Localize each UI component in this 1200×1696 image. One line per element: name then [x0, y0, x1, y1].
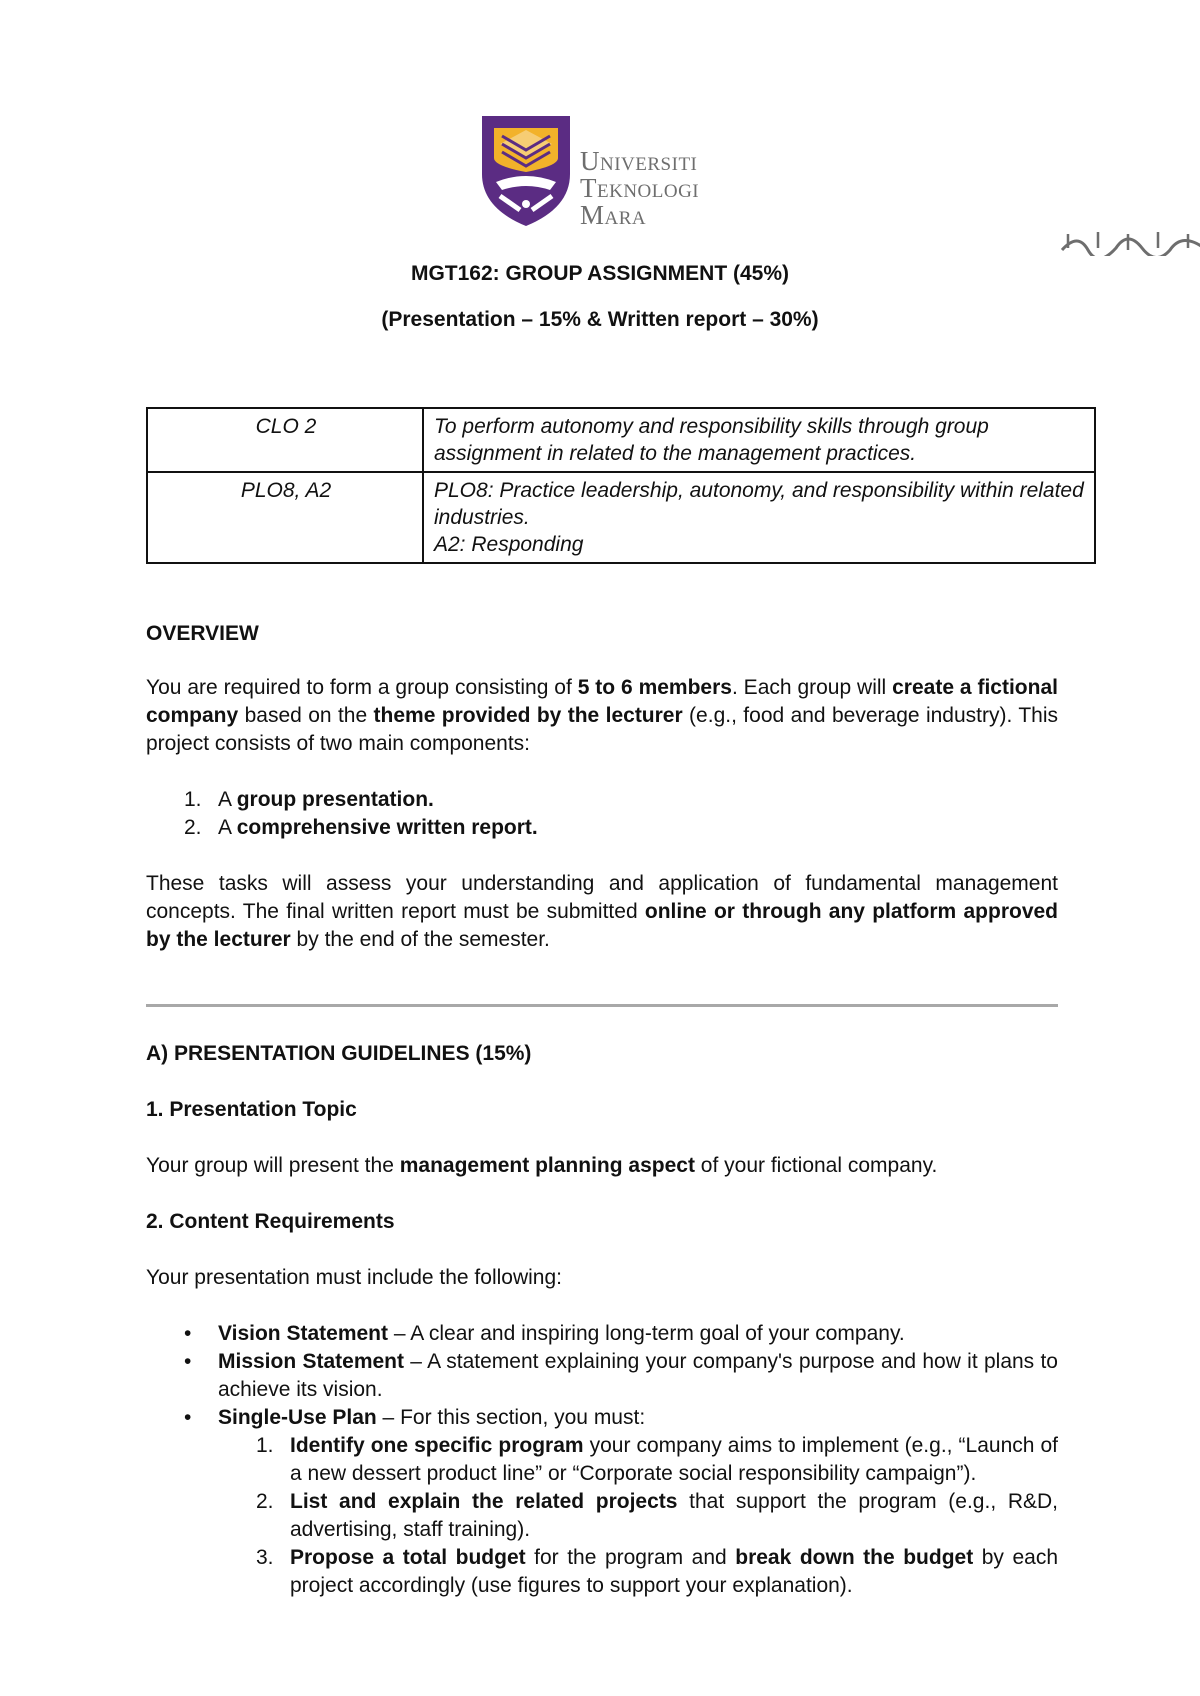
text-run: – For this section, you must: [376, 1406, 646, 1429]
content-intro: Your presentation must include the following: [146, 1266, 562, 1289]
list-item [146, 1432, 1058, 1488]
bold-run: create a fictional company [146, 676, 1058, 727]
text-run: of your fictional company. [694, 1154, 938, 1177]
list-number: 1. [184, 788, 202, 811]
outcome-description-line: PLO8: Practice leadership, autonomy, and responsibility within related industries. [434, 479, 1084, 529]
text-run: These tasks will assess your understanding and application of fundamental management concepts. The final written report must be submitted [146, 872, 1058, 923]
outcome-code: PLO8, A2 [147, 472, 423, 563]
list-item [146, 1488, 1058, 1544]
bold-run: group presentation. [236, 788, 434, 811]
bold-run: comprehensive written report. [236, 816, 538, 839]
university-name [580, 148, 699, 229]
jawi-wordmark [1058, 226, 1200, 256]
bullet-icon: • [184, 1350, 192, 1373]
list-item [146, 786, 1046, 814]
content-heading: 2. Content Requirements [146, 1210, 395, 1233]
university-name-line-1: Universiti [580, 146, 698, 176]
text-run: that support the program (e.g., R&D, advertising, staff training). [290, 1490, 1059, 1541]
assignment-subtitle: (Presentation – 15% & Written report – 30%) [381, 308, 819, 331]
overview-paragraph-1 [146, 674, 1058, 758]
university-name-line-2: Teknologi [580, 173, 700, 203]
text-run: – A statement explaining your company's purpose and how it plans to achieve its vision. [218, 1350, 1058, 1401]
text-run: You are required to form a group consisting of [146, 676, 578, 699]
table-row [147, 472, 1095, 563]
assignment-title: MGT162: GROUP ASSIGNMENT (45%) [410, 262, 790, 285]
topic-text [146, 1152, 1058, 1180]
list-item [146, 1404, 1058, 1432]
list-item [146, 1320, 1058, 1348]
text-run: – A clear and inspiring long-term goal of your company. [388, 1322, 905, 1345]
topic-heading: 1. Presentation Topic [146, 1098, 357, 1121]
bold-run: Single-Use Plan [218, 1406, 377, 1429]
presentation-heading: A) PRESENTATION GUIDELINES (15%) [146, 1042, 532, 1065]
overview-paragraph-2 [146, 870, 1058, 954]
components-list [146, 786, 1046, 842]
text-run: A [218, 816, 237, 839]
text-run: Your group will present the [146, 1154, 400, 1177]
bold-run: List and explain the related projects [290, 1490, 678, 1513]
bold-run: Mission Statement [218, 1350, 404, 1373]
section-divider [146, 1004, 1058, 1007]
text-run: A [218, 788, 237, 811]
bold-run: online or through any platform approved by the lecturer [146, 900, 1059, 951]
outcome-description-line: To perform autonomy and responsibility skills through group assignment in related to the management practices. [434, 415, 989, 465]
text-run: . Each group will [731, 676, 893, 699]
list-item [146, 1544, 1058, 1600]
bold-run: theme provided by the lecturer [373, 704, 683, 727]
text-run: by each project accordingly (use figures to support your explanation). [290, 1546, 1058, 1597]
outcome-description [423, 408, 1095, 472]
outcomes-table [146, 407, 1096, 564]
overview-heading: OVERVIEW [146, 622, 259, 645]
list-number: 2. [184, 816, 202, 839]
text-run: (e.g., food and beverage industry). This project consists of two main components: [146, 704, 1058, 755]
bold-run: Identify one specific program [290, 1434, 584, 1457]
outcome-description [423, 472, 1095, 563]
content-bullet-list [146, 1320, 1058, 1600]
text-run: based on the [238, 704, 374, 727]
bold-run: Propose a total budget [290, 1546, 526, 1569]
text-run: by the end of the semester. [290, 928, 550, 951]
uitm-crest-icon [476, 112, 576, 228]
bold-run: management planning aspect [399, 1154, 695, 1177]
outcome-code: CLO 2 [147, 408, 423, 472]
table-row [147, 408, 1095, 472]
list-number: 1. [256, 1434, 274, 1457]
text-run: your company aims to implement (e.g., “Launch of a new dessert product line” or “Corporate social responsibility campaign”). [290, 1434, 1058, 1485]
bullet-icon: • [184, 1406, 192, 1429]
university-name-line-3: Mara [580, 200, 647, 230]
bold-run: Vision Statement [218, 1322, 388, 1345]
list-number: 2. [256, 1490, 274, 1513]
bold-run: 5 to 6 members [577, 676, 732, 699]
outcome-description-line: A2: Responding [434, 533, 584, 556]
bullet-icon: • [184, 1322, 192, 1345]
text-run: for the program and [525, 1546, 736, 1569]
bold-run: break down the budget [735, 1546, 974, 1569]
list-number: 3. [256, 1546, 274, 1569]
list-item [146, 814, 1046, 842]
list-item [146, 1348, 1058, 1404]
